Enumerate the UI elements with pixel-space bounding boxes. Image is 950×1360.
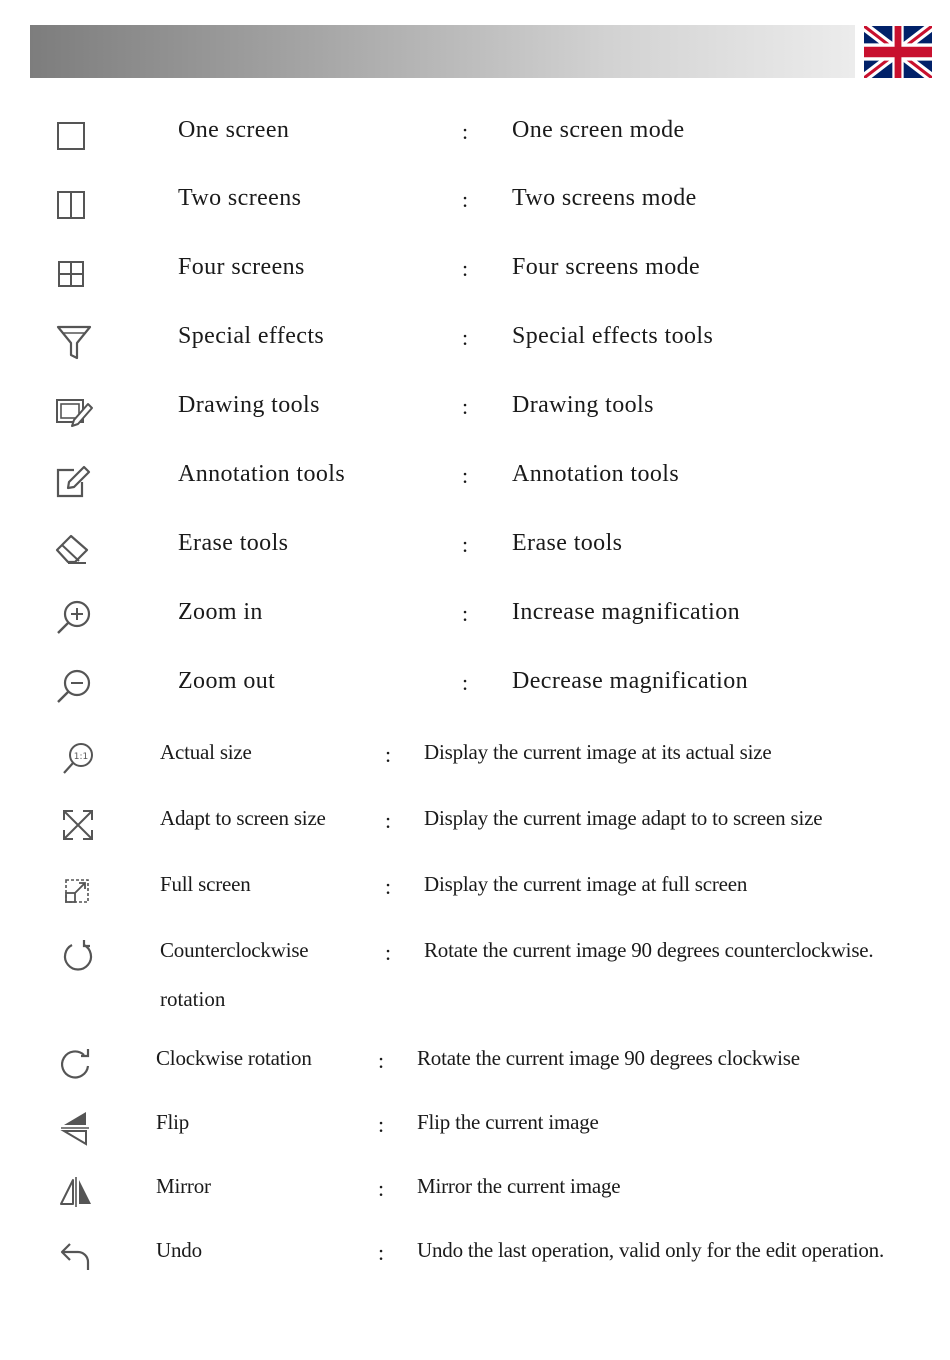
row-colon: : <box>462 325 469 350</box>
row-name: Undo <box>156 1238 202 1262</box>
row-name: Actual size <box>160 740 252 764</box>
zoom-in-icon <box>54 598 94 638</box>
row-colon: : <box>385 742 391 767</box>
row-description: Rotate the current image 90 degrees counterclockwise. <box>424 938 874 962</box>
row-colon: : <box>378 1240 384 1265</box>
row-colon: : <box>462 394 469 419</box>
row-name: Flip <box>156 1110 190 1134</box>
zoom-out-icon <box>54 667 94 707</box>
row-description: Undo the last operation, valid only for the edit operation. <box>417 1238 884 1262</box>
row-name: Mirror <box>156 1174 211 1198</box>
row-name: Four screens <box>178 254 305 280</box>
row-name: Zoom out <box>178 668 276 694</box>
row-colon: : <box>462 256 469 281</box>
annotation-icon <box>54 462 94 502</box>
row-description: Annotation tools <box>512 461 680 487</box>
row-name: Annotation tools <box>178 461 346 487</box>
two-screens-icon <box>52 185 92 225</box>
row-name: Zoom in <box>178 599 263 625</box>
mirror-icon <box>56 1172 96 1212</box>
row-colon: : <box>462 119 469 144</box>
row-colon: : <box>378 1176 384 1201</box>
row-description: Display the current image at full screen <box>424 872 748 896</box>
row-description: One screen mode <box>512 117 685 143</box>
one-screen-icon <box>52 116 92 156</box>
row-name: Adapt to screen size <box>160 806 326 830</box>
row-description: Erase tools <box>512 530 623 556</box>
undo-icon <box>56 1236 96 1276</box>
row-description: Special effects tools <box>512 323 714 349</box>
svg-text:1:1: 1:1 <box>73 752 89 762</box>
row-name: Two screens <box>178 185 302 211</box>
row-name: One screen <box>178 117 290 143</box>
flip-icon <box>56 1108 96 1148</box>
row-colon: : <box>378 1048 384 1073</box>
row-colon: : <box>385 808 391 833</box>
row-description: Display the current image at its actual size <box>424 740 772 764</box>
row-name: Full screen <box>160 872 251 896</box>
row-colon: : <box>385 874 391 899</box>
filter-icon <box>54 322 94 362</box>
row-name: Erase tools <box>178 530 289 556</box>
row-colon: : <box>385 940 391 965</box>
row-description: Display the current image adapt to to screen size <box>424 806 823 830</box>
row-name: Drawing tools <box>178 392 320 418</box>
row-name: Clockwise rotation <box>156 1046 312 1070</box>
eraser-icon <box>54 530 94 570</box>
row-description: Four screens mode <box>512 254 701 280</box>
row-colon: : <box>462 187 469 212</box>
four-screens-icon <box>52 254 92 294</box>
row-description: Drawing tools <box>512 392 654 418</box>
row-name-continued: rotation <box>160 987 226 1011</box>
fit-screen-icon <box>58 805 98 845</box>
row-colon: : <box>462 670 469 695</box>
row-colon: : <box>462 532 469 557</box>
row-colon: : <box>378 1112 384 1137</box>
uk-flag-icon <box>864 26 932 78</box>
rotate-ccw-icon <box>58 937 98 977</box>
row-description: Two screens mode <box>512 185 697 211</box>
actual-size-icon <box>58 738 98 778</box>
full-screen-icon <box>58 871 98 911</box>
header-bar <box>30 25 855 78</box>
row-colon: : <box>462 463 469 488</box>
row-description: Flip the current image <box>417 1110 599 1134</box>
row-description: Increase magnification <box>512 599 741 625</box>
row-description: Rotate the current image 90 degrees clockwise <box>417 1046 800 1070</box>
rotate-cw-icon <box>56 1044 96 1084</box>
row-name: Counterclockwise <box>160 938 309 962</box>
row-description: Decrease magnification <box>512 668 749 694</box>
row-colon: : <box>462 601 469 626</box>
drawing-icon <box>54 392 94 432</box>
row-description: Mirror the current image <box>417 1174 621 1198</box>
row-name: Special effects <box>178 323 325 349</box>
